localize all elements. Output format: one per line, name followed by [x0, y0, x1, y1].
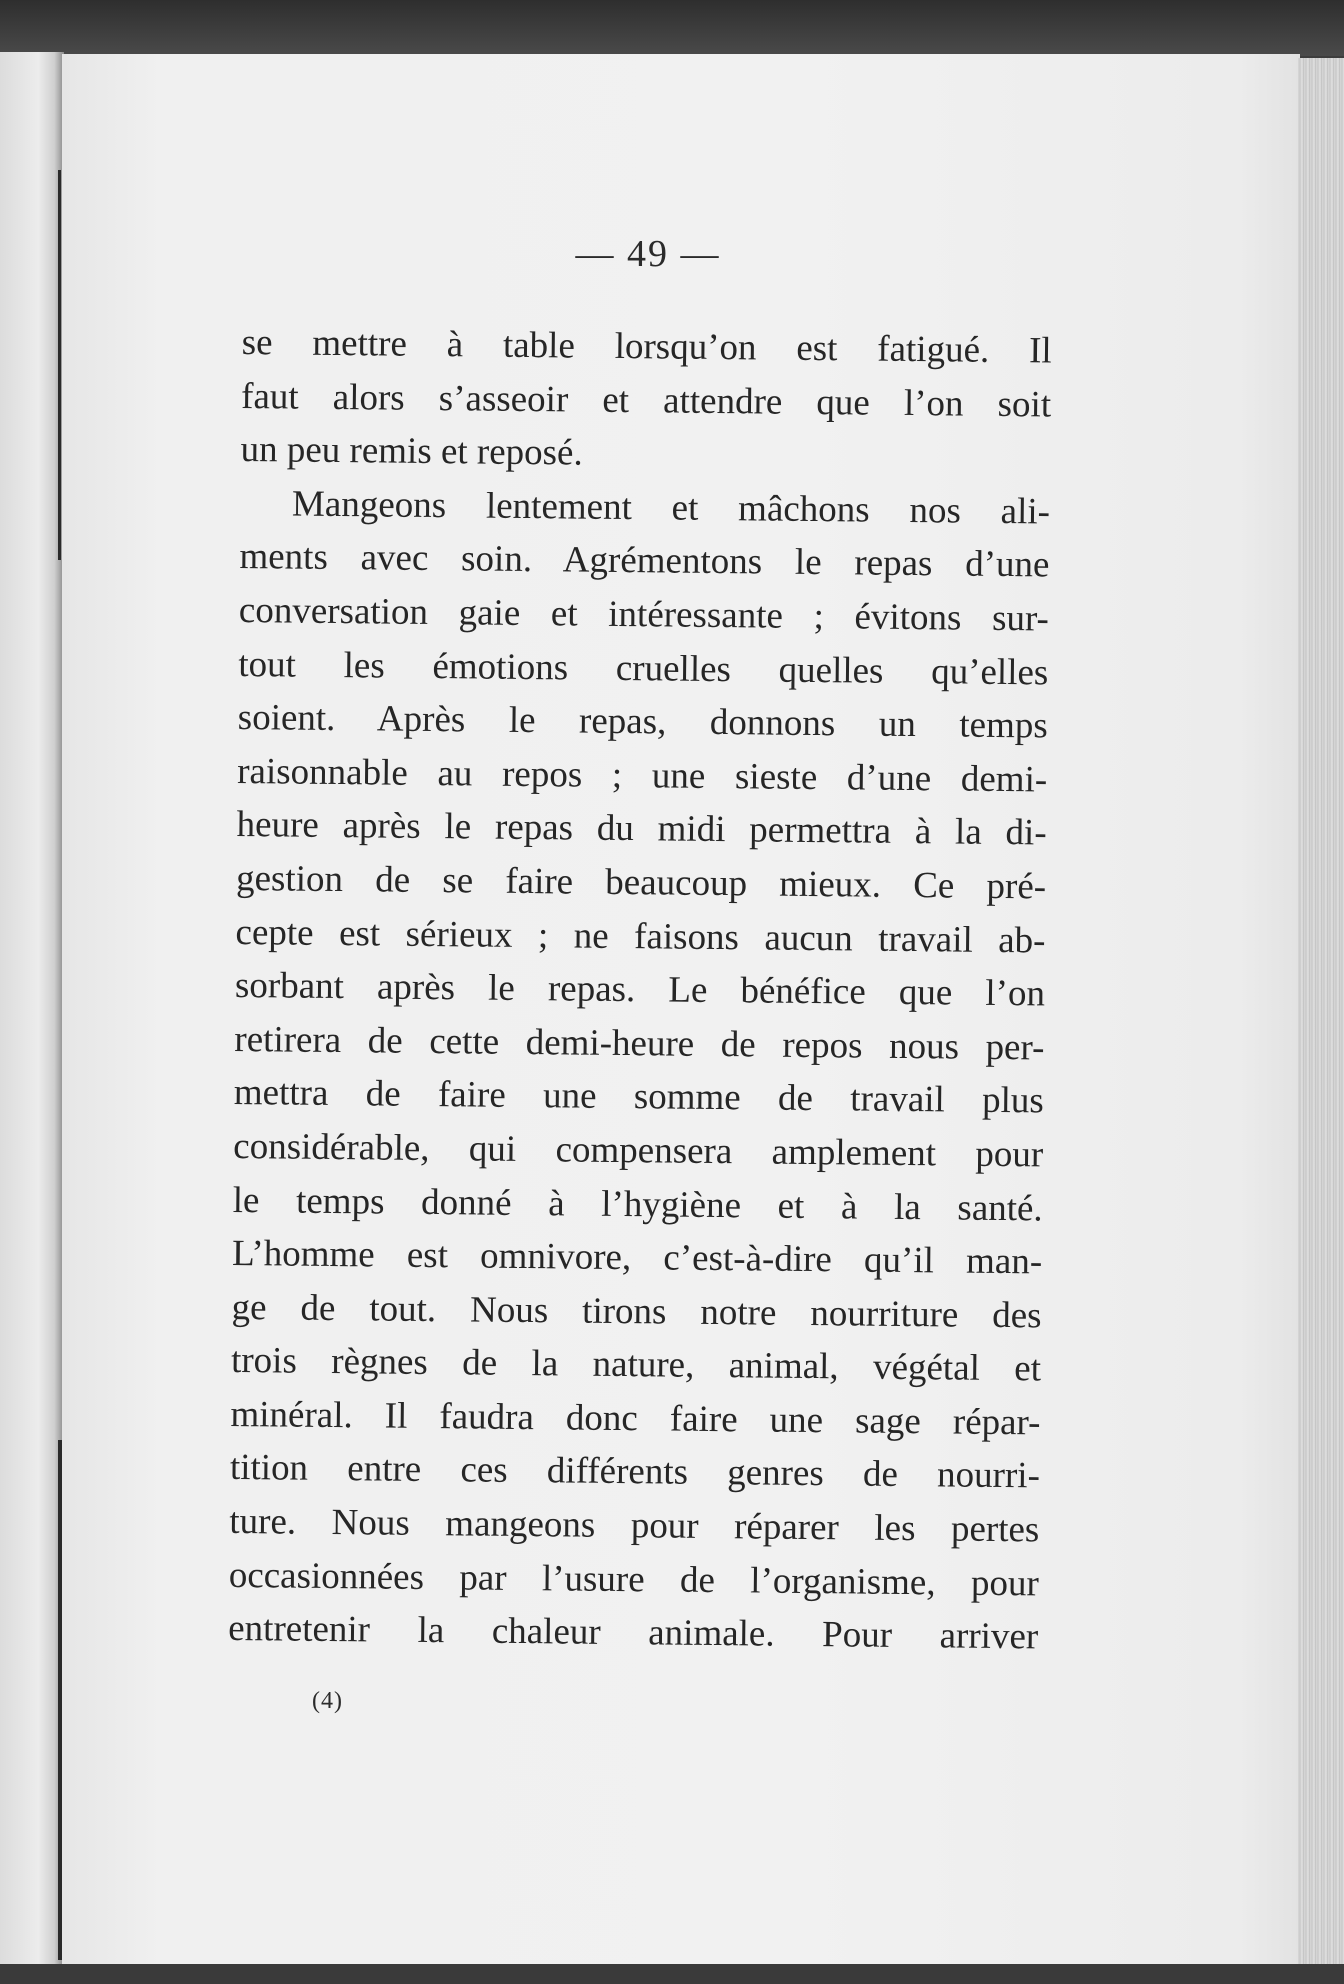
- text-line: ture. Nous mangeons pour réparer les pertes: [229, 1500, 1040, 1551]
- text-line: minéral. Il faudra donc faire une sage répar-: [230, 1393, 1041, 1444]
- text-line: cepte est sérieux ; ne faisons aucun travail ab-: [235, 911, 1046, 961]
- text-line: raisonnable au repos ; une sieste d’une demi-: [237, 750, 1048, 801]
- signature-mark: (4): [312, 1688, 343, 1714]
- text-line: mettra de faire une somme de travail plus: [233, 1072, 1045, 1122]
- text-line: tout les émotions cruelles quelles qu’elles: [238, 643, 1049, 694]
- text-line: ments avec soin. Agrémentons le repas d’une: [239, 536, 1050, 586]
- text-line: occasionnées par l’usure de l’organisme, pour: [228, 1554, 1039, 1605]
- previous-page-edge: [0, 52, 64, 1967]
- scanner-bottom-shadow: [0, 1964, 1344, 1984]
- text-line: retirera de cette demi-heure de repos nous per-: [234, 1018, 1045, 1069]
- text-line: tition entre ces différents genres de nourri-: [229, 1447, 1041, 1497]
- page-number: — 49 —: [575, 233, 721, 275]
- text-line: L’homme est omnivore, c’est-à-dire qu’il man-: [231, 1233, 1043, 1283]
- text-line: heure après le repas du midi permettra à la di-: [236, 804, 1047, 854]
- text-line: le temps donné à l’hygiène et à la santé.: [232, 1179, 1043, 1229]
- text-line: soient. Après le repas, donnons un temps: [237, 697, 1048, 747]
- text-line: se mettre à table lorsqu’on est fatigué. Il: [241, 321, 1052, 372]
- text-line: un peu remis et reposé.: [240, 429, 583, 474]
- text-line: gestion de se faire beaucoup mieux. Ce pré-: [235, 857, 1047, 908]
- text-line: Mangeons lentement et mâchons nos ali-: [291, 483, 1051, 533]
- text-line: conversation gaie et intéressante ; évitons sur-: [238, 589, 1050, 640]
- body-text: [228, 316, 1052, 1664]
- spine-mark-upper: [58, 170, 61, 560]
- text-line: entretenir la chaleur animale. Pour arriver: [228, 1608, 1039, 1658]
- text-line: ge de tout. Nous tirons notre nourriture des: [231, 1286, 1042, 1337]
- text-line: faut alors s’asseoir et attendre que l’on soit: [240, 375, 1052, 426]
- text-line: trois règnes de la nature, animal, végétal et: [230, 1340, 1042, 1390]
- text-line: considérable, qui compensera amplement pour: [233, 1125, 1044, 1176]
- book-page-edges: [1298, 58, 1344, 1968]
- scanner-top-shadow: [0, 0, 1344, 56]
- text-line: sorbant après le repas. Le bénéfice que l’on: [234, 965, 1046, 1015]
